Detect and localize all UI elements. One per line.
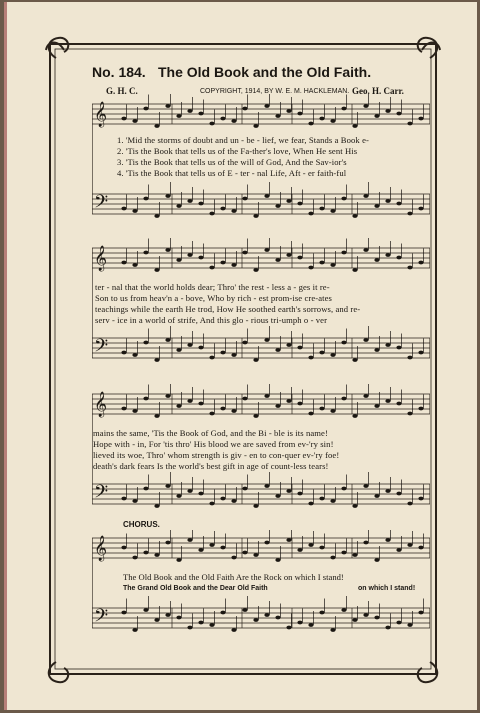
notehead [297, 621, 302, 625]
notehead [352, 553, 357, 557]
notehead [330, 556, 335, 560]
notehead [264, 248, 269, 252]
notehead [198, 202, 203, 206]
staff [92, 530, 430, 562]
notehead [374, 558, 379, 562]
notehead [396, 402, 401, 406]
notehead [319, 407, 324, 411]
notehead [187, 626, 192, 630]
notehead [220, 497, 225, 501]
notehead [253, 504, 258, 508]
notehead [275, 114, 280, 118]
notehead [176, 348, 181, 352]
notehead [308, 212, 313, 216]
notehead [407, 623, 412, 627]
notehead [143, 397, 148, 401]
notehead [330, 263, 335, 267]
notehead [176, 114, 181, 118]
staff [92, 596, 430, 632]
notehead [363, 194, 368, 198]
staff [92, 182, 430, 218]
notehead [407, 502, 412, 506]
notehead [330, 499, 335, 503]
notehead [374, 404, 379, 408]
notehead [385, 253, 390, 257]
lyric-line: Hope with - in, For 'tis thro' His blood we are saved from ev-'ry sin! [93, 439, 334, 449]
notehead [363, 338, 368, 342]
verse-lyrics-system-3 [93, 428, 339, 472]
notehead [363, 541, 368, 545]
notehead [352, 414, 357, 418]
notehead [165, 613, 170, 617]
notehead [198, 548, 203, 552]
notehead [418, 207, 423, 211]
lyric-line: 4. 'Tis the Book that tells us of E - ter - nal Life, Aft - er faith-ful [117, 168, 347, 178]
notehead [154, 268, 159, 272]
notehead [165, 541, 170, 545]
notehead [143, 551, 148, 555]
notehead [275, 258, 280, 262]
notehead [253, 358, 258, 362]
notehead [165, 484, 170, 488]
notehead [275, 348, 280, 352]
lyric-line: 1. 'Mid the storms of doubt and un - be - lief, we fear, Stands a Book e- [117, 135, 369, 145]
notehead [297, 112, 302, 116]
notehead [121, 207, 126, 211]
notehead [385, 489, 390, 493]
notehead [220, 546, 225, 550]
notehead [154, 618, 159, 622]
notehead [187, 538, 192, 542]
notehead [275, 616, 280, 620]
clef-icon: 𝄞 [94, 102, 108, 127]
notehead [231, 499, 236, 503]
notehead [374, 494, 379, 498]
notehead [319, 546, 324, 550]
notehead [176, 204, 181, 208]
notehead [264, 613, 269, 617]
notehead [418, 497, 423, 501]
notehead [132, 556, 137, 560]
clef-icon: 𝄢 [94, 192, 109, 217]
notehead [231, 353, 236, 357]
notehead [121, 351, 126, 355]
notehead [198, 112, 203, 116]
notehead [209, 212, 214, 216]
notehead [352, 124, 357, 128]
notehead [187, 199, 192, 203]
notehead [176, 494, 181, 498]
notehead [198, 346, 203, 350]
composer-credit: Geo. H. Carr. [352, 86, 404, 96]
verse-lyrics-system-1 [117, 135, 369, 179]
notehead [275, 494, 280, 498]
notehead [341, 608, 346, 612]
notehead [341, 341, 346, 345]
notehead [132, 209, 137, 213]
notehead [242, 608, 247, 612]
notehead [264, 338, 269, 342]
notehead [407, 122, 412, 126]
notehead [220, 407, 225, 411]
notehead [154, 358, 159, 362]
notehead [374, 204, 379, 208]
notehead [319, 351, 324, 355]
notehead [374, 616, 379, 620]
clef-icon: 𝄞 [94, 392, 108, 417]
notehead [363, 104, 368, 108]
notehead [253, 618, 258, 622]
lyric-line: 3. 'Tis the Book that tells us of the will of God, And the Sav-ior's [117, 157, 347, 167]
notehead [385, 626, 390, 630]
notehead [121, 407, 126, 411]
notehead [308, 623, 313, 627]
notehead [319, 497, 324, 501]
notehead [297, 492, 302, 496]
lyric-line: death's dark fears Is the world's best gift in age of count-less tears! [93, 461, 329, 471]
notehead [330, 209, 335, 213]
notehead [297, 346, 302, 350]
notehead [143, 487, 148, 491]
notehead [286, 109, 291, 113]
notehead [209, 623, 214, 627]
notehead [341, 197, 346, 201]
notehead [396, 492, 401, 496]
notehead [176, 258, 181, 262]
notehead [209, 266, 214, 270]
notehead [418, 407, 423, 411]
notehead [352, 268, 357, 272]
notehead [418, 261, 423, 265]
notehead [231, 628, 236, 632]
chorus-lyric-main: The Old Book and the Old Faith Are the Rock on which I stand! [123, 572, 344, 582]
notehead [418, 546, 423, 550]
notehead [363, 613, 368, 617]
notehead [275, 404, 280, 408]
notehead [253, 124, 258, 128]
notehead [242, 197, 247, 201]
notehead [275, 558, 280, 562]
notehead [286, 538, 291, 542]
notehead [297, 256, 302, 260]
clef-icon: 𝄞 [94, 246, 108, 271]
notehead [154, 414, 159, 418]
notehead [308, 356, 313, 360]
hymn-title: The Old Book and the Old Faith. [158, 64, 372, 80]
notehead [297, 202, 302, 206]
notehead [385, 343, 390, 347]
notehead [143, 107, 148, 111]
notehead [286, 489, 291, 493]
notehead [209, 502, 214, 506]
notehead [297, 548, 302, 552]
notehead [341, 487, 346, 491]
notehead [209, 356, 214, 360]
notehead [308, 412, 313, 416]
notehead [286, 399, 291, 403]
notehead [385, 538, 390, 542]
notehead [165, 194, 170, 198]
notehead [407, 266, 412, 270]
notehead [396, 346, 401, 350]
notehead [187, 489, 192, 493]
notehead [132, 119, 137, 123]
notehead [385, 199, 390, 203]
notehead [264, 394, 269, 398]
notehead [253, 414, 258, 418]
notehead [396, 621, 401, 625]
notehead [121, 261, 126, 265]
notehead [198, 621, 203, 625]
notehead [319, 611, 324, 615]
notehead [187, 399, 192, 403]
staff [92, 238, 430, 272]
notehead [297, 402, 302, 406]
notehead [341, 251, 346, 255]
notehead [418, 351, 423, 355]
notehead [374, 258, 379, 262]
notehead [132, 628, 137, 632]
notehead [187, 253, 192, 257]
notehead [242, 487, 247, 491]
notehead [264, 541, 269, 545]
notehead [330, 119, 335, 123]
notehead [264, 484, 269, 488]
staff [92, 94, 430, 128]
notehead [385, 109, 390, 113]
notehead [330, 409, 335, 413]
notehead [286, 199, 291, 203]
notehead [341, 397, 346, 401]
notehead [165, 248, 170, 252]
notehead [308, 502, 313, 506]
notehead [253, 268, 258, 272]
notehead [418, 611, 423, 615]
notehead [308, 266, 313, 270]
staff [92, 384, 430, 418]
notehead [231, 119, 236, 123]
notehead [374, 348, 379, 352]
notehead [253, 553, 258, 557]
notehead [319, 261, 324, 265]
notehead [352, 618, 357, 622]
notehead [187, 343, 192, 347]
staff [92, 472, 430, 508]
notehead [319, 207, 324, 211]
notehead [352, 504, 357, 508]
notehead [176, 404, 181, 408]
notehead [308, 122, 313, 126]
notehead [341, 107, 346, 111]
notehead [220, 207, 225, 211]
chorus-lyric-bass: The Grand Old Book and the Dear Old Faith [123, 585, 268, 592]
notehead [286, 253, 291, 257]
notehead [154, 553, 159, 557]
notehead [165, 394, 170, 398]
notehead [132, 409, 137, 413]
notehead [264, 194, 269, 198]
notehead [407, 412, 412, 416]
notehead [242, 341, 247, 345]
notehead [396, 548, 401, 552]
notehead [407, 212, 412, 216]
notehead [209, 543, 214, 547]
notehead [242, 397, 247, 401]
notehead [165, 104, 170, 108]
notehead [396, 202, 401, 206]
notehead [154, 124, 159, 128]
notehead [132, 353, 137, 357]
notehead [231, 409, 236, 413]
notehead [209, 122, 214, 126]
copyright-notice: COPYRIGHT, 1914, BY W. E. M. HACKLEMAN. [200, 88, 350, 95]
notehead [121, 117, 126, 121]
lyric-line: ter - nal that the world holds dear; Thro' the rest - less a - ges it re- [95, 282, 330, 292]
notehead [132, 263, 137, 267]
staff [92, 326, 430, 362]
notehead [264, 104, 269, 108]
notehead [231, 263, 236, 267]
clef-icon: 𝄞 [94, 536, 108, 561]
notehead [132, 499, 137, 503]
notehead [374, 114, 379, 118]
notehead [143, 197, 148, 201]
notehead [363, 248, 368, 252]
notehead [198, 256, 203, 260]
lyric-line: Son to us from heav'n a - bove, Who by rich - est prom-ise cre-ates [95, 293, 332, 303]
clef-icon: 𝄢 [94, 482, 109, 507]
notehead [176, 616, 181, 620]
notehead [385, 399, 390, 403]
notehead [121, 611, 126, 615]
notehead [198, 402, 203, 406]
notehead [143, 341, 148, 345]
notehead [308, 543, 313, 547]
notehead [363, 484, 368, 488]
notehead [407, 543, 412, 547]
notehead [407, 356, 412, 360]
lyric-line: 2. 'Tis the Book that tells us of the Fa-ther's love, When He sent His [117, 146, 358, 156]
notehead [121, 546, 126, 550]
notehead [198, 492, 203, 496]
notehead [352, 214, 357, 218]
notehead [143, 251, 148, 255]
notehead [341, 551, 346, 555]
notehead [396, 256, 401, 260]
lyricist-credit: G. H. C. [106, 86, 138, 96]
notehead [154, 214, 159, 218]
notehead [220, 611, 225, 615]
notehead [286, 626, 291, 630]
lyric-line: teachings while the earth He trod, How He soothed earth's sorrows, and re- [95, 304, 361, 314]
notehead [154, 504, 159, 508]
notehead [143, 608, 148, 612]
lyric-line: lieved its woe, Thro' whom strength is giv - en to con-quer ev-'ry foe! [93, 450, 340, 460]
chorus-lyric-bass-end: on which I stand! [358, 585, 416, 592]
notehead [220, 117, 225, 121]
notehead [242, 251, 247, 255]
notehead [330, 353, 335, 357]
notehead [242, 107, 247, 111]
chorus-label: CHORUS. [123, 520, 160, 529]
notehead [231, 209, 236, 213]
notehead [352, 358, 357, 362]
clef-icon: 𝄢 [94, 606, 109, 631]
notehead [286, 343, 291, 347]
notehead [121, 497, 126, 501]
notehead [418, 117, 423, 121]
verse-lyrics-system-2 [95, 282, 360, 326]
lyric-line: mains the same, 'Tis the Book of God, and the Bi - ble is its name! [93, 428, 328, 438]
notehead [275, 204, 280, 208]
notehead [396, 112, 401, 116]
notehead [363, 394, 368, 398]
notehead [330, 628, 335, 632]
notehead [242, 551, 247, 555]
notehead [253, 214, 258, 218]
notehead [187, 109, 192, 113]
hymn-number: No. 184. [92, 64, 146, 80]
lyric-line: serv - ice in a world of strife, And this glo - rious tri-umph o - ver [95, 315, 328, 325]
notehead [220, 351, 225, 355]
notehead [220, 261, 225, 265]
notehead [165, 338, 170, 342]
clef-icon: 𝄢 [94, 336, 109, 361]
notehead [231, 556, 236, 560]
notehead [176, 558, 181, 562]
notehead [319, 117, 324, 121]
notehead [209, 412, 214, 416]
